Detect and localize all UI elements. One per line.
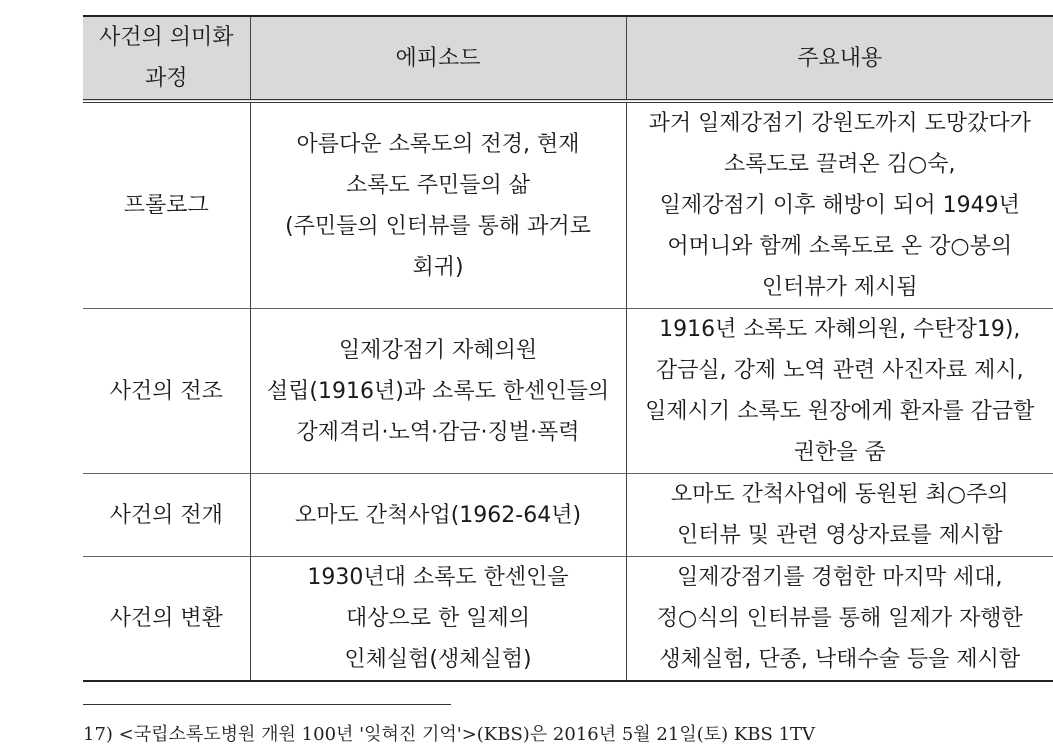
header-stage-line-2: 과정	[144, 66, 188, 91]
content-line: 일제강점기 이후 해방이 되어 1949년	[659, 193, 1020, 218]
stage-cell: 프롤로그	[123, 193, 209, 218]
content-line: 오마도 간척사업에 동원된 최○주의	[670, 482, 1009, 507]
content-cell	[626, 474, 1053, 557]
content-cell	[626, 557, 1053, 682]
table-row	[83, 101, 1053, 309]
content-cell	[626, 101, 1053, 309]
header-stage-line-1: 사건의 의미화	[98, 25, 234, 50]
content-line: 1916년 소록도 자혜의원, 수탄장19),	[659, 317, 1021, 342]
episode-line: 대상으로 한 일제의	[345, 606, 530, 631]
stage-cell: 사건의 변환	[109, 606, 223, 631]
content-line: 인터뷰 및 관련 영상자료를 제시함	[676, 523, 1003, 548]
episode-line: 1930년대 소록도 한센인을	[307, 565, 569, 590]
episode-cell	[250, 101, 626, 309]
table-row	[83, 474, 1053, 557]
episode-line: 회귀)	[412, 254, 464, 280]
header-episode: 에피소드	[250, 16, 626, 101]
content-line: 어머니와 함께 소록도로 온 강○봉의	[667, 234, 1013, 259]
content-line: 소록도로 끌려온 김○숙,	[724, 152, 956, 177]
table-row	[83, 309, 1053, 474]
episode-line: 일제강점기 자혜의원	[338, 337, 538, 363]
episode-line: 아름다운 소록도의 전경, 현재	[296, 131, 580, 157]
episode-cell	[250, 557, 626, 682]
table-row	[83, 557, 1053, 682]
episode-table	[83, 15, 1053, 682]
stage-cell: 사건의 전조	[109, 378, 223, 404]
content-cell	[626, 309, 1053, 474]
episode-line: 강제격리·노역·감금·징벌·폭력	[296, 419, 580, 445]
footnote-text: 17) <국립소록도병원 개원 100년 '잊혀진 기억'>(KBS)은 2016년 5월 21일(토) KBS 1TV	[83, 724, 816, 745]
episode-line: (주민들의 인터뷰를 통해 과거로	[285, 213, 591, 239]
content-line: 일제시기 소록도 원장에게 환자를 감금할	[645, 399, 1035, 424]
stage-cell: 사건의 전개	[109, 502, 223, 528]
table-header-row	[83, 16, 1053, 101]
content-line: 권한을 줌	[793, 440, 886, 465]
content-line: 일제강점기를 경험한 마지막 세대,	[676, 565, 1003, 590]
episode-line: 설립(1916년)과 소록도 한센인들의	[266, 378, 610, 404]
content-line: 생체실험, 단종, 낙태수술 등을 제시함	[659, 647, 1021, 672]
header-stage	[83, 16, 250, 101]
content-line: 정○식의 인터뷰를 통해 일제가 자행한	[656, 606, 1023, 631]
header-content: 주요내용	[626, 16, 1053, 101]
episode-line: 오마도 간척사업(1962-64년)	[294, 502, 582, 528]
content-line: 인터뷰가 제시됨	[761, 275, 918, 300]
content-line: 과거 일제강점기 강원도까지 도망갔다가	[648, 111, 1031, 136]
episode-cell	[250, 309, 626, 474]
content-line: 감금실, 강제 노역 관련 사진자료 제시,	[655, 358, 1024, 383]
episode-cell	[250, 474, 626, 557]
footnote-divider	[83, 704, 451, 705]
episode-line: 소록도 주민들의 삶	[345, 172, 530, 198]
episode-line: 인체실험(생체실험)	[344, 647, 532, 672]
